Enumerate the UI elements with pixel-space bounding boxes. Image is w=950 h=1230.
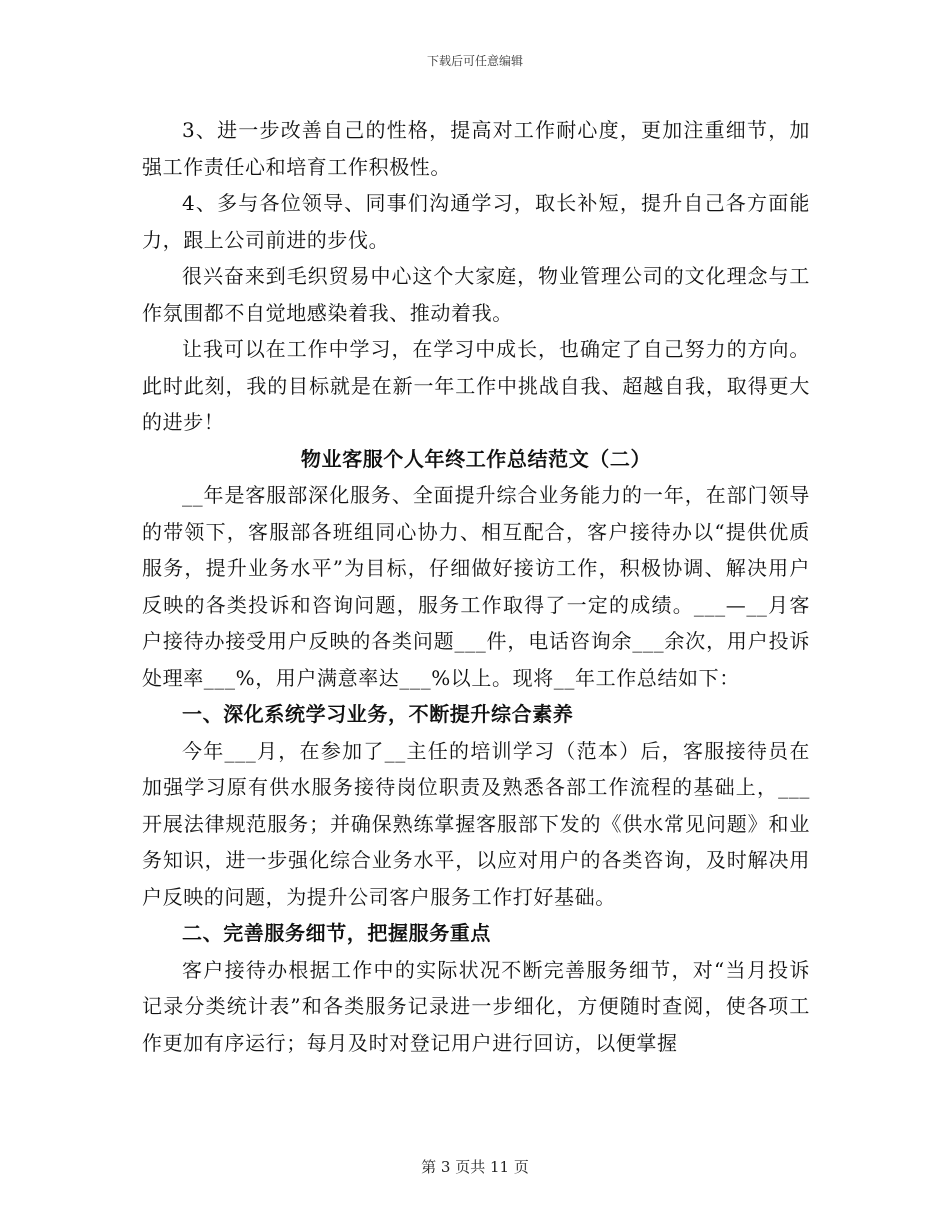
section-heading-1: 一、深化系统学习业务，不断提升综合素养 (182, 702, 574, 726)
document-body (142, 112, 810, 1061)
header-note: 下载后可任意编辑 (426, 54, 523, 68)
paragraph-7: 客户接待办根据工作中的实际状况不断完善服务细节，对“当月投诉记录分类统计表”和各类服务记录进一步细化，方便随时查阅，使各项工作更加有序运行；每月及时对登记用户进行回访，以便掌握 (142, 957, 810, 1055)
page-number: 第 3 页共 11 页 (421, 1158, 529, 1176)
paragraph-4: 让我可以在工作中学习，在学习中成长，也确定了自己努力的方向。此时此刻，我的目标就是在新一年工作中挑战自我、超越自我，取得更大的进步！ (142, 337, 810, 434)
paragraph-2: 4、多与各位领导、同事们沟通学习，取长补短，提升自己各方面能力，跟上公司前进的步伐。 (142, 191, 810, 252)
paragraph-1: 3、进一步改善自己的性格，提高对工作耐心度，更加注重细节，加强工作责任心和培育工作积极性。 (142, 118, 810, 179)
document-title: 物业客服个人年终工作总结范文（二） (300, 446, 652, 471)
paragraph-6: 今年___月，在参加了__主任的培训学习（范本）后，客服接待员在加强学习原有供水服务接待岗位职责及熟悉各部工作流程的基础上，___开展法律规范服务；并确保熟练掌握客服部下发的《供水常见问题》和业务知识，进一步强化综合业务水平，以应对用户的各类咨询，及时解决用户反映的问题，为提升公司客户服务工作打好基础。 (142, 738, 810, 909)
paragraph-3: 很兴奋来到毛织贸易中心这个大家庭，物业管理公司的文化理念与工作氛围都不自觉地感染着我、推动着我。 (142, 264, 810, 325)
paragraph-5: __年是客服部深化服务、全面提升综合业务能力的一年，在部门领导的带领下，客服部各班组同心协力、相互配合，客户接待办以“提供优质服务，提升业务水平”为目标，仔细做好接访工作，积极协调、解决用户反映的各类投诉和咨询问题，服务工作取得了一定的成绩。___—__月客户接待办接受用户反映的各类问题___件，电话咨询余___余次，用户投诉处理率___%，用户满意率达___%以上。现将__年工作总结如下： (142, 483, 810, 690)
section-heading-2: 二、完善服务细节，把握服务重点 (182, 921, 491, 945)
